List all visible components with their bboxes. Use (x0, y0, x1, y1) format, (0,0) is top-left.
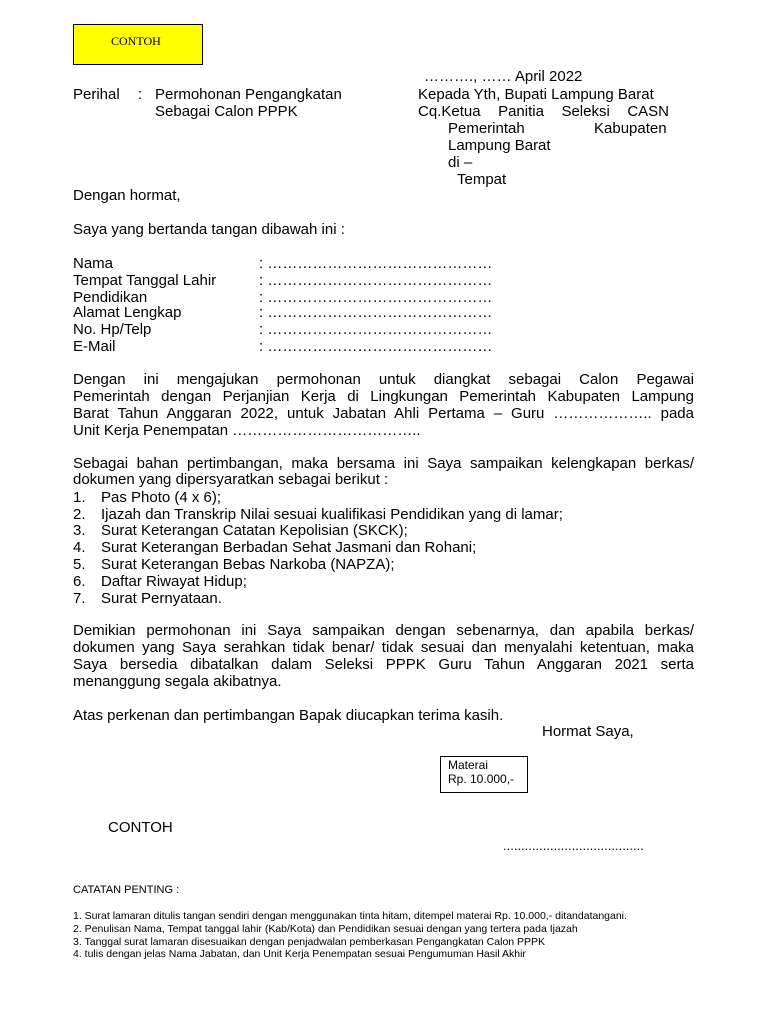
identity-value: : ……………………………………… (259, 338, 493, 355)
identity-value: : ……………………………………… (259, 321, 493, 338)
perihal-line-2: Sebagai Calon PPPK (155, 103, 298, 120)
materai-label: Materai (448, 758, 489, 772)
notes-title: CATATAN PENTING : (73, 884, 180, 896)
paragraph-line: Barat Tahun Anggaran 2022, untuk Jabatan Ahli Pertama – Guru ……………….. pada (73, 405, 694, 422)
contoh-stamp-text: CONTOH (111, 34, 161, 48)
list-text: Surat Pernyataan. (101, 590, 222, 607)
identity-value: : ……………………………………… (259, 289, 493, 306)
list-text: Daftar Riwayat Hidup; (101, 573, 247, 590)
list-number: 6. (73, 573, 86, 590)
materai-box (440, 756, 528, 793)
perihal-label: Perihal (73, 86, 120, 103)
paragraph-line: dokumen yang Saya serahkan tidak benar/ tidak sesuai dan menyalahi ketentuan, maka (73, 639, 694, 656)
perihal-line-1: Permohonan Pengangkatan (155, 86, 342, 103)
letter-date: ………., …… April 2022 (424, 68, 583, 85)
contoh-stamp-box (73, 24, 203, 65)
materai-amount: Rp. 10.000,- (448, 772, 515, 786)
list-text: Ijazah dan Transkrip Nilai sesuai kualifikasi Pendidikan yang di lamar; (101, 506, 563, 523)
perihal-colon: : (138, 86, 143, 103)
identity-label: Tempat Tanggal Lahir (73, 272, 217, 289)
list-number: 7. (73, 590, 86, 607)
note-item: 3. Tanggal surat lamaran disesuaikan dengan penjadwalan pemberkasan Pengangkatan Calon PPPK (73, 936, 546, 948)
signoff-text: Hormat Saya, (542, 723, 634, 740)
identity-value: : ……………………………………… (259, 304, 493, 321)
recipient-line-3b: Kabupaten (594, 120, 667, 137)
recipient-line-2: Cq.Ketua Panitia Seleksi CASN (418, 103, 669, 120)
paragraph-line: Unit Kerja Penempatan ……………………………….. (73, 422, 421, 439)
paragraph-line: Demikian permohonan ini Saya sampaikan dengan sebenarnya, dan apabila berkas/ (73, 622, 694, 639)
paragraph-line: Sebagai bahan pertimbangan, maka bersama ini Saya sampaikan kelengkapan berkas/ (73, 455, 694, 472)
identity-label: Nama (73, 255, 114, 272)
recipient-line-6: Tempat (457, 171, 507, 188)
identity-label: E-Mail (73, 338, 116, 355)
paragraph-line: Dengan ini mengajukan permohonan untuk diangkat sebagai Calon Pegawai (73, 371, 694, 388)
note-item: 1. Surat lamaran ditulis tangan sendiri dengan menggunakan tinta hitam, ditempel materai Rp. 10.000,- ditandatangani. (73, 910, 627, 922)
identity-label: No. Hp/Telp (73, 321, 152, 338)
recipient-line-5: di – (448, 154, 473, 171)
note-item: 2. Penulisan Nama, Tempat tanggal lahir (Kab/Kota) dan Pendidikan sesuai dengan yang tertera pada Ijazah (73, 923, 578, 935)
paragraph-line: menanggung segala akibatnya. (73, 673, 282, 690)
recipient-line-3a: Pemerintah (448, 120, 525, 137)
list-number: 3. (73, 522, 86, 539)
signature-line: ....................................... (503, 838, 644, 853)
list-text: Surat Keterangan Catatan Kepolisian (SKCK); (101, 522, 408, 539)
identity-label: Alamat Lengkap (73, 304, 182, 321)
list-number: 5. (73, 556, 86, 573)
list-text: Surat Keterangan Berbadan Sehat Jasmani dan Rohani; (101, 539, 477, 556)
list-text: Surat Keterangan Bebas Narkoba (NAPZA); (101, 556, 395, 573)
recipient-line-4: Lampung Barat (448, 137, 551, 154)
list-number: 4. (73, 539, 86, 556)
identity-label: Pendidikan (73, 289, 148, 306)
intro-text: Saya yang bertanda tangan dibawah ini : (73, 221, 345, 238)
paragraph-line: dokumen yang dipersyaratkan sebagai berikut : (73, 471, 389, 488)
list-number: 1. (73, 489, 86, 506)
identity-value: : ……………………………………… (259, 255, 493, 272)
paragraph-line: Saya bersedia dibatalkan dalam Seleksi PPPK Guru Tahun Anggaran 2021 serta (73, 656, 694, 673)
greeting: Dengan hormat, (73, 187, 181, 204)
closing-text: Atas perkenan dan pertimbangan Bapak diucapkan terima kasih. (73, 707, 504, 724)
paragraph-line: Pemerintah dengan Perjanjian Kerja di Lingkungan Pemerintah Kabupaten Lampung (73, 388, 694, 405)
list-number: 2. (73, 506, 86, 523)
recipient-line-1: Kepada Yth, Bupati Lampung Barat (418, 86, 654, 103)
note-item: 4. tulis dengan jelas Nama Jabatan, dan Unit Kerja Penempatan sesuai Pengumuman Hasil Akhir (73, 948, 526, 960)
contoh-bottom-text: CONTOH (108, 819, 173, 836)
list-text: Pas Photo (4 x 6); (101, 489, 222, 506)
identity-value: : ……………………………………… (259, 272, 493, 289)
